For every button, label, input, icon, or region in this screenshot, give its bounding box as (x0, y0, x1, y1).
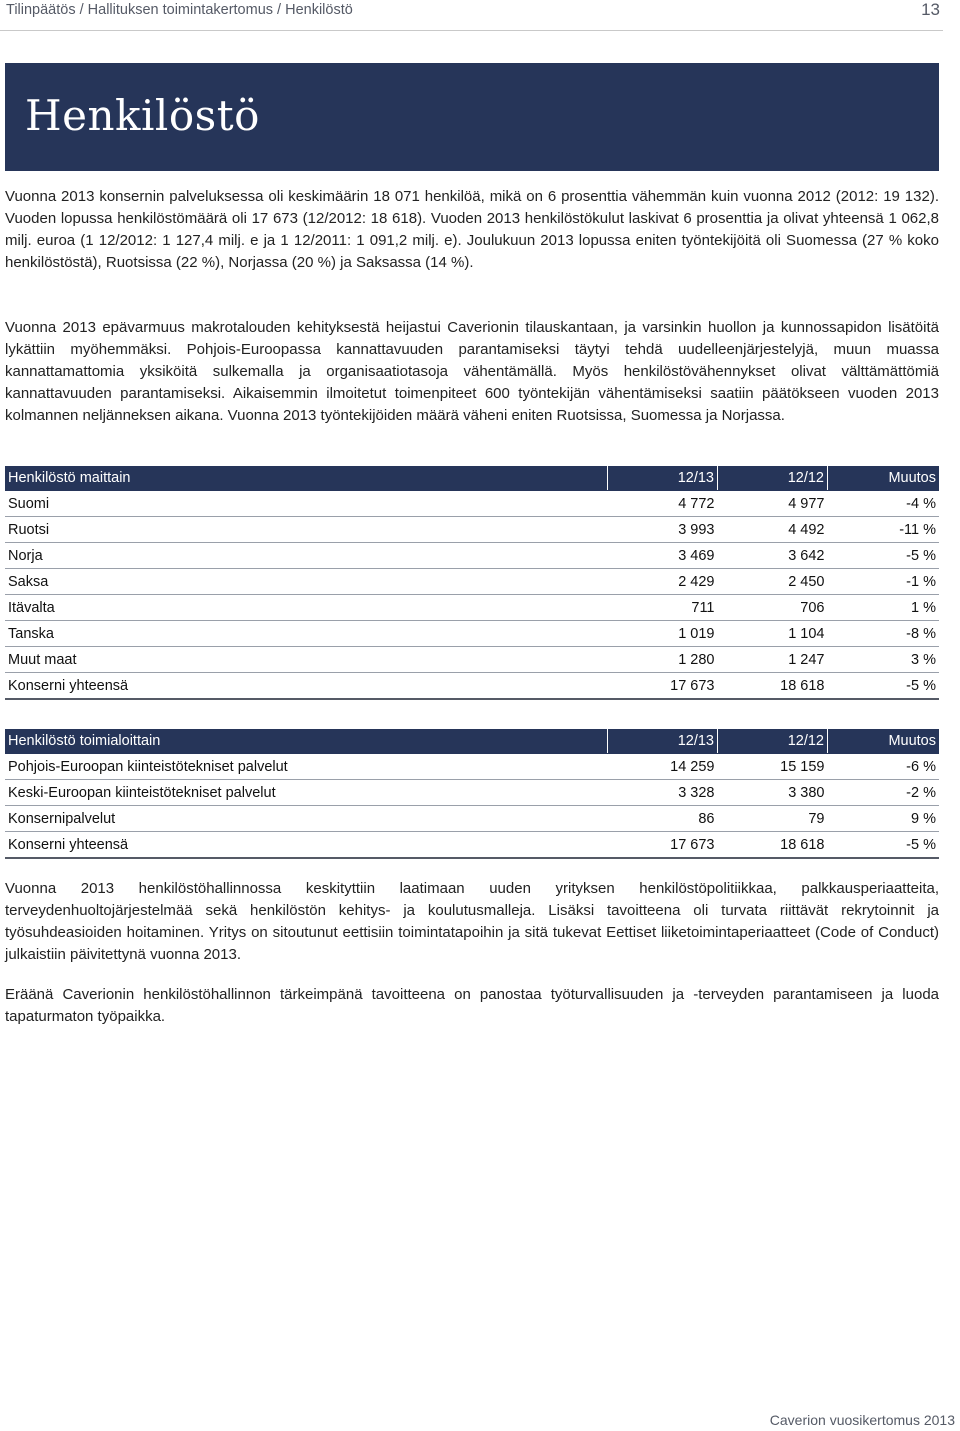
cell-value: -4 % (828, 491, 940, 517)
section-title: Henkilöstö (25, 91, 260, 140)
breadcrumb: Tilinpäätös / Hallituksen toimintakertomus / Henkilöstö (6, 2, 353, 18)
cell-value: 79 (718, 806, 828, 832)
cell-value: 86 (608, 806, 718, 832)
table-header-row (5, 466, 939, 491)
column-header: Henkilöstö maittain (5, 466, 608, 491)
paragraph-hr: Vuonna 2013 henkilöstöhallinnossa keskityttiin laatimaan uuden yrityksen henkilöstöpolitiikkaa, palkkausperiaatteita, terveydenhuoltojärjestelmää sekä henkilöstön kehitys- ja koulutusmalleja. Lisäksi tavoitteena oli turvata riittävät rekrytoinnit ja työsuhdeasioiden hoitaminen. Yritys on sitoutunut eettisiin toimintatapoihin ja sitä tukevat Eettiset liiketoimintaperiaatteet (Code of Conduct) julkaistiin päivitettynä vuonna 2013. (5, 880, 939, 963)
row-label: Norja (5, 543, 608, 569)
table-by-division (5, 729, 939, 859)
table-row (5, 569, 939, 595)
page-number: 13 (921, 0, 940, 19)
cell-value: 3 469 (608, 543, 718, 569)
table-row (5, 780, 939, 806)
table-row (5, 647, 939, 673)
cell-value: 18 618 (718, 673, 828, 700)
row-label: Konserni yhteensä (5, 832, 608, 859)
column-header: Henkilöstö toimialoittain (5, 729, 608, 754)
cell-value: 3 993 (608, 517, 718, 543)
table-row (5, 806, 939, 832)
row-label: Ruotsi (5, 517, 608, 543)
header-divider (0, 30, 943, 31)
cell-value: 3 380 (718, 780, 828, 806)
cell-value: 3 % (828, 647, 940, 673)
table-row (5, 595, 939, 621)
table-row (5, 543, 939, 569)
table-row (5, 673, 939, 700)
column-header: Muutos (828, 466, 940, 491)
cell-value: 3 642 (718, 543, 828, 569)
row-label: Konserni yhteensä (5, 673, 608, 700)
column-header: Muutos (828, 729, 940, 754)
cell-value: 15 159 (718, 754, 828, 780)
cell-value: 17 673 (608, 673, 718, 700)
column-header: 12/12 (718, 729, 828, 754)
cell-value: 4 492 (718, 517, 828, 543)
paragraph-changes: Vuonna 2013 epävarmuus makrotalouden kehityksestä heijastui Caverionin tilauskantaan, ja varsinkin huollon ja kunnossapidon lisätöitä lykättiin myöhemmäksi. Pohjois-Euroopassa kannattavuuden parantamiseksi täytyi tehdä uudelleenjärjestelyjä, muun muassa kannattamattomia yksiköitä sulkemalla ja organisaatiotasoja vähentämällä. Myös henkilöstövähennykset olivat välttämättömiä kannattavuuden parantamiseksi. Aikaisemmin ilmoitetut toimenpiteet 600 työntekijän vähentämiseksi saatiin päätökseen vuoden 2013 kolmannen neljänneksen aikana. Vuonna 2013 työntekijöiden määrä väheni eniten Ruotsissa, Suomessa ja Norjassa. (5, 319, 939, 424)
cell-value: 1 280 (608, 647, 718, 673)
cell-value: -11 % (828, 517, 940, 543)
cell-value: -2 % (828, 780, 940, 806)
row-label: Itävalta (5, 595, 608, 621)
cell-value: 1 104 (718, 621, 828, 647)
cell-value: 1 247 (718, 647, 828, 673)
table-by-country (5, 466, 939, 700)
cell-value: -6 % (828, 754, 940, 780)
cell-value: 18 618 (718, 832, 828, 859)
cell-value: 711 (608, 595, 718, 621)
row-label: Saksa (5, 569, 608, 595)
cell-value: -5 % (828, 832, 940, 859)
cell-value: 9 % (828, 806, 940, 832)
cell-value: 4 772 (608, 491, 718, 517)
table-row (5, 754, 939, 780)
table-row (5, 832, 939, 859)
column-header: 12/12 (718, 466, 828, 491)
table-row (5, 491, 939, 517)
table-row (5, 517, 939, 543)
row-label: Muut maat (5, 647, 608, 673)
section-banner (5, 63, 939, 171)
cell-value: 3 328 (608, 780, 718, 806)
cell-value: -1 % (828, 569, 940, 595)
paragraph-intro: Vuonna 2013 konsernin palveluksessa oli keskimäärin 18 071 henkilöä, mikä on 6 prosenttia vähemmän kuin vuonna 2012 (2012: 19 132). Vuoden lopussa henkilöstömäärä oli 17 673 (12/2012: 18 618). Vuoden 2013 henkilöstökulut laskivat 6 prosenttia ja olivat yhteensä 1 062,8 milj. euroa (1 12/2012: 1 127,4 milj. e ja 1 12/2011: 1 091,2 milj. e). Joulukuun 2013 lopussa eniten työntekijöitä oli Suomessa (27 % koko henkilöstöstä), Ruotsissa (22 %), Norjassa (20 %) ja Saksassa (14 %). (5, 188, 939, 271)
cell-value: -5 % (828, 673, 940, 700)
cell-value: 706 (718, 595, 828, 621)
column-header: 12/13 (608, 466, 718, 491)
table-header-row (5, 729, 939, 754)
paragraph-safety: Eräänä Caverionin henkilöstöhallinnon tärkeimpänä tavoitteena on panostaa työturvallisuuden ja -terveyden parantamiseen ja luoda tapaturmaton työpaikka. (5, 986, 939, 1025)
cell-value: 2 450 (718, 569, 828, 595)
row-label: Tanska (5, 621, 608, 647)
cell-value: -5 % (828, 543, 940, 569)
table-row (5, 621, 939, 647)
row-label: Konsernipalvelut (5, 806, 608, 832)
cell-value: -8 % (828, 621, 940, 647)
cell-value: 17 673 (608, 832, 718, 859)
row-label: Suomi (5, 491, 608, 517)
cell-value: 2 429 (608, 569, 718, 595)
page-header (0, 0, 960, 28)
row-label: Pohjois-Euroopan kiinteistötekniset palvelut (5, 754, 608, 780)
row-label: Keski-Euroopan kiinteistötekniset palvelut (5, 780, 608, 806)
cell-value: 1 019 (608, 621, 718, 647)
cell-value: 14 259 (608, 754, 718, 780)
cell-value: 4 977 (718, 491, 828, 517)
footer-text: Caverion vuosikertomus 2013 (769, 1412, 955, 1428)
cell-value: 1 % (828, 595, 940, 621)
column-header: 12/13 (608, 729, 718, 754)
